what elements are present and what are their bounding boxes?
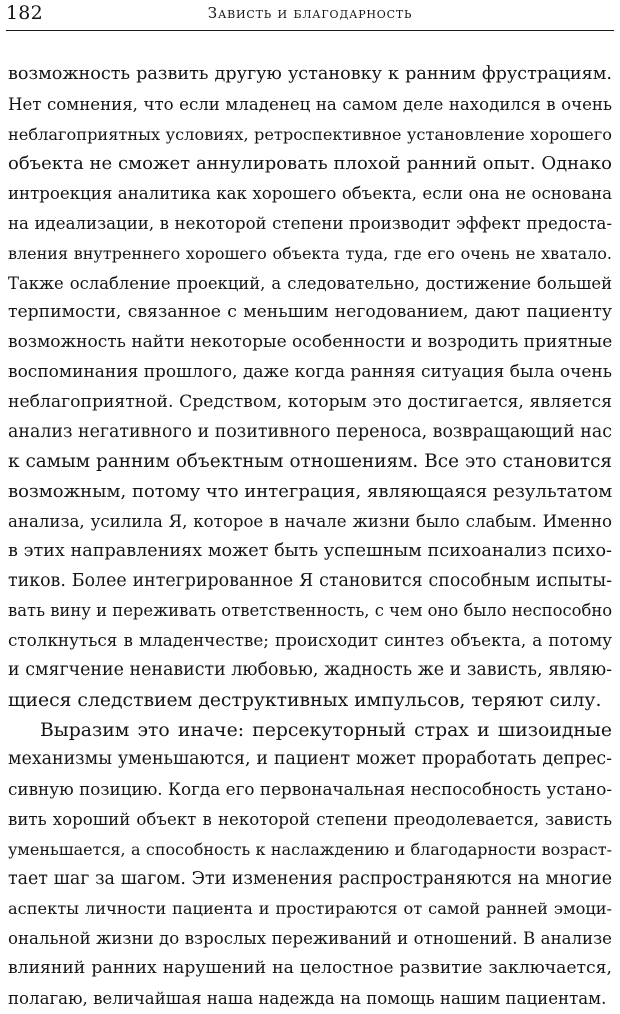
text-line: возможным, потому что интеграция, являющаяся результатом <box>8 481 612 503</box>
text-line: вить хороший объект в некоторой степени преодолевается, зависть <box>8 809 612 829</box>
text-line: воспоминания прошлого, даже когда ранняя ситуация была очень <box>8 361 612 382</box>
text-line: уменьшается, а способность к наслаждению и благодарности возраст- <box>8 839 612 859</box>
text-line: ональной жизни до взрослых переживаний и отношений. В анализе <box>8 929 612 949</box>
paragraph <box>8 716 612 1014</box>
text-line: терпимости, связанное с меньшим негодованием, дают пациенту <box>8 302 612 323</box>
text-line: Выразим это иначе: персекуторный страх и шизоидные <box>40 719 612 741</box>
text-line: анализ негативного и позитивного переноса, возвращающий нас <box>8 421 612 442</box>
text-line: на идеализации, в некоторой степени производит эффект предоста- <box>8 213 612 233</box>
text-line: столкнуться в младенчестве; происходит синтез объекта, а потому <box>8 630 612 651</box>
text-line: тиков. Более интегрированное Я становится способным испыты- <box>8 570 612 591</box>
text-line: возможность найти некоторые особенности и возродить приятные <box>8 332 612 353</box>
text-line: интроекция аналитика как хорошего объекта, если она не основана <box>8 184 612 204</box>
text-line: объекта не сможет аннулировать плохой ранний опыт. Однако <box>8 153 612 175</box>
text-line: возможность развить другую установку к ранним фрустрациям. <box>8 64 612 84</box>
header-rule <box>6 30 614 31</box>
body-text <box>8 60 612 1014</box>
text-line: в этих направлениях может быть успешным психоанализ психо- <box>8 540 612 561</box>
text-line: неблагоприятных условиях, ретроспективное установление хорошего <box>8 124 612 144</box>
page-number: 182 <box>6 2 43 24</box>
text-line: щиеся следствием деструктивных импульсов, теряют силу. <box>8 689 602 711</box>
running-title: Зависть и благодарность <box>207 4 413 22</box>
text-line: сивную позицию. Когда его первоначальная неспособность устано- <box>8 779 612 800</box>
text-line: вления внутреннего хорошего объекта туда, где его очень не хватало. <box>8 243 612 263</box>
text-line: тает шаг за шагом. Эти изменения распространяются на многие <box>8 868 612 889</box>
text-line: Также ослабление проекций, а следовательно, достижение большей <box>8 273 612 293</box>
text-line: к самым ранним объектным отношениям. Все это становится <box>8 451 612 473</box>
text-line: аспекты личности пациента и простираются от самой ранней эмоци- <box>8 899 612 919</box>
text-line: неблагоприятной. Средством, которым это достигается, является <box>8 391 612 412</box>
text-line: полагаю, величайшая наша надежда на помощь нашим пациентам. <box>8 988 607 1008</box>
text-line: вать вину и переживать ответственность, с чем оно было неспособно <box>8 601 612 621</box>
paragraph <box>8 60 612 716</box>
text-line: и смягчение ненависти любовью, жадность же и зависть, являю- <box>8 659 612 680</box>
text-line: влияний ранних нарушений на целостное развитие заключается, <box>8 957 612 978</box>
text-line: Нет сомнения, что если младенец на самом деле находился в очень <box>8 94 612 114</box>
page-header <box>6 0 614 30</box>
text-line: анализа, усилила Я, которое в начале жизни было слабым. Именно <box>8 511 612 531</box>
text-line: механизмы уменьшаются, и пациент может проработать депрес- <box>8 749 612 770</box>
